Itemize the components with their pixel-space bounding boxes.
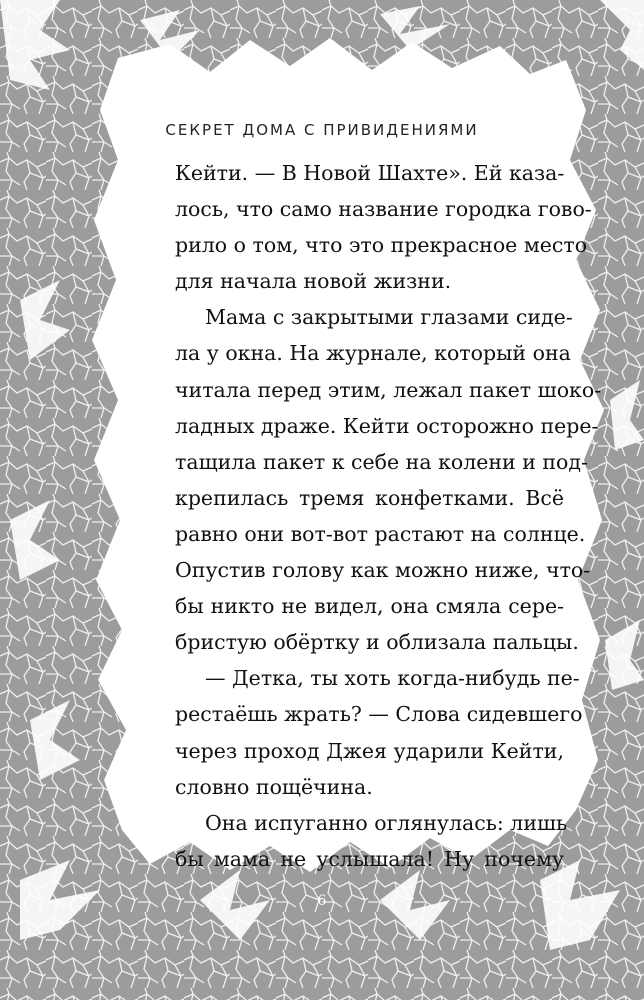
text-line: — Детка, ты хоть когда-нибудь пе- [205, 666, 580, 691]
text-line: крепилась тремя конфетками. Всё [175, 485, 564, 510]
text-line: Кейти. — В Новой Шахте». Ей каза- [175, 161, 565, 185]
text-line: бристую обёртку и облизала пальцы. [175, 630, 579, 655]
text-line: Она испуганно оглянулась: лишь [205, 810, 568, 835]
text-line: тащила пакет к себе на колени и под- [175, 449, 588, 474]
text-line: Опустив голову как можно ниже, что- [175, 558, 591, 583]
running-header: СЕКРЕТ ДОМА С ПРИВИДЕНИЯМИ [165, 121, 479, 139]
text-line: читала перед этим, лежал пакет шоко- [175, 377, 602, 402]
text-line: равно они вот-вот растают на солнце. [175, 521, 586, 546]
text-line: лось, что само название городка гово- [175, 197, 592, 222]
body-text [175, 155, 602, 877]
text-line: бы мама не услышала! Ну почему [175, 846, 564, 871]
text-line: для начала новой жизни. [175, 269, 452, 294]
text-line: через проход Джея ударили Кейти, [175, 738, 564, 763]
text-line: бы никто не видел, она смяла сере- [175, 594, 564, 619]
text-line: рестаёшь жрать? — Слова сидевшего [175, 702, 583, 727]
text-line: рило о том, что это прекрасное место [175, 233, 588, 258]
text-line: ладных драже. Кейти осторожно пере- [175, 413, 599, 438]
text-line: словно пощёчина. [175, 774, 373, 799]
text-line: Мама с закрытыми глазами сиде- [205, 305, 573, 330]
page-number: 6 [317, 893, 327, 909]
text-line: ла у окна. На журнале, который она [175, 341, 571, 366]
